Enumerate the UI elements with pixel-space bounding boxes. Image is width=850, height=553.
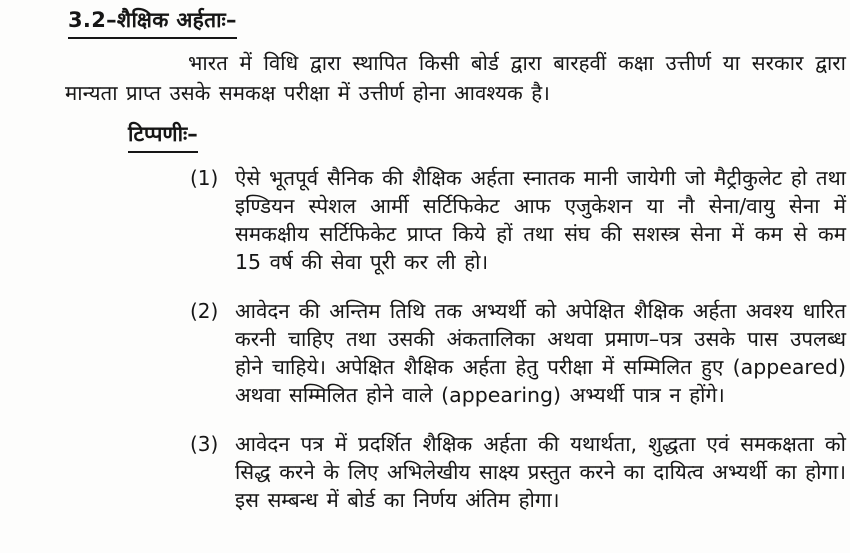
intro-paragraph: भारत में विधि द्वारा स्थापित किसी बोर्ड द्वारा बारहवीं कक्षा उत्तीर्ण या सरकार द्वारा मान्यता प्राप्त उसके समकक्ष परीक्षा में उत्तीर्ण होना आवश्यक है। — [65, 51, 846, 105]
note-text: आवेदन पत्र में प्रदर्शित शैक्षिक अर्हता की यथार्थता, शुद्धता एवं समकक्षता को सिद्ध करने के लिए अभिलेखीय साक्ष्य प्रस्तुत करने का दायित्व अभ्यर्थी का होगा। इस सम्बन्ध में बोर्ड का निर्णय अंतिम होगा। — [235, 432, 846, 512]
note-text: ऐसे भूतपूर्व सैनिक की शैक्षिक अर्हता स्नातक मानी जायेगी जो मैट्रीकुलेट हो तथा इण्डियन स्पेशल आर्मी सर्टिफिकेट आफ एजुकेशन या नौ सेना/वायु सेना में समकक्षीय सर्टिफिकेट प्राप्त किये हों तथा संघ की सशस्त्र सेना में कम से कम 15 वर्ष की सेवा पूरी कर ली हो। — [235, 166, 846, 274]
note-number: (3) — [190, 432, 219, 456]
note-item-1 — [190, 164, 846, 276]
note-number: (2) — [190, 299, 219, 323]
note-text: आवेदन की अन्तिम तिथि तक अभ्यर्थी को अपेक्षित शैक्षिक अर्हता अवश्य धारित करनी चाहिए तथा उसकी अंकतालिका अथवा प्रमाण–पत्र उसके पास उपलब्ध होने चाहिये। अपेक्षित शैक्षिक अर्हता हेतु परीक्षा में सम्मिलित हुए (appeared) अथवा सम्मिलित होने वाले (appearing) अभ्यर्थी पात्र न होंगे। — [235, 299, 846, 407]
section-heading: 3.2–शैक्षिक अर्हताः– — [68, 6, 237, 39]
notes-list — [190, 164, 846, 514]
notes-heading: टिप्पणीः– — [128, 120, 198, 153]
note-item-3 — [190, 430, 846, 514]
note-item-2 — [190, 297, 846, 409]
note-number: (1) — [190, 166, 219, 190]
